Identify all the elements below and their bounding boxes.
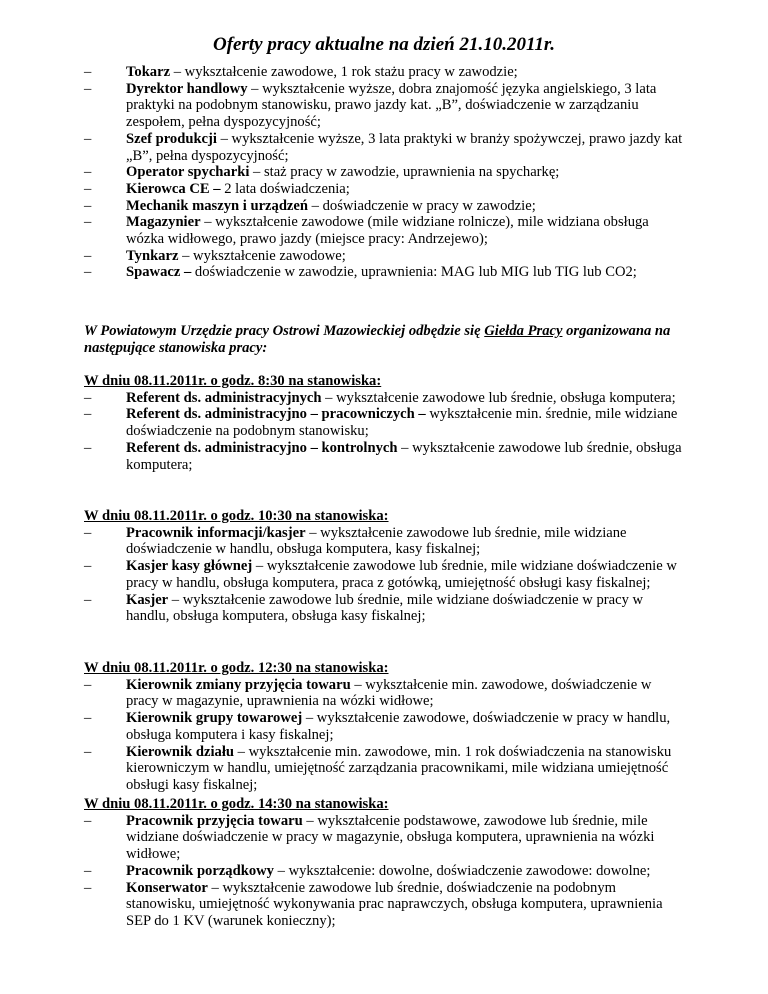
- position-description: wykształcenie min. średnie, mile widziane doświadczenie na podobnym stanowisku;: [126, 406, 678, 440]
- job-title: Tynkarz: [126, 247, 179, 264]
- position-description: – wykształcenie zawodowe, doświadczenie w pracy w handlu, obsługa komputera i kasy fiskalnej;: [126, 710, 671, 743]
- session-1030: [84, 508, 684, 625]
- session-positions-list: [84, 525, 684, 625]
- list-item: [84, 677, 684, 710]
- list-item: [84, 592, 684, 625]
- job-description: – doświadczenie w pracy w zawodzie;: [308, 197, 536, 214]
- job-title: Magazynier: [126, 214, 201, 231]
- list-item: [84, 264, 684, 281]
- job-description: doświadczenie w zawodzie, uprawnienia: MAG lub MIG lub TIG lub CO2;: [191, 264, 637, 281]
- list-item: [84, 710, 684, 743]
- session-heading: W dniu 08.11.2011r. o godz. 8:30 na stanowiska:: [84, 373, 382, 389]
- job-offers-list: [84, 64, 684, 281]
- job-title: Dyrektor handlowy: [126, 80, 248, 97]
- position-title: Kierownik działu: [126, 743, 234, 760]
- list-item: [84, 131, 684, 164]
- position-description: – wykształcenie podstawowe, zawodowe lub średnie, mile widziane doświadczenie w pracy w magazynie, obsługa komputera, uprawnienia na wózki widłowe;: [126, 812, 655, 863]
- position-description: – wykształcenie zawodowe lub średnie, doświadczenie na podobnym stanowisku, umiejętność wykonywania prac naprawczych, obsługa komputera, uprawnienia SEP do 1 KV (warunek konieczny);: [126, 879, 663, 929]
- list-item: [84, 406, 684, 439]
- intro-text-end: organizowana na następujące stanowiska pracy:: [84, 323, 671, 356]
- list-item: [84, 64, 684, 81]
- job-title: Spawacz –: [126, 264, 192, 281]
- list-item: [84, 813, 684, 863]
- intro-text: W Powiatowym Urzędzie pracy Ostrowi Mazowieckiej odbędzie się: [84, 323, 485, 339]
- job-title: Tokarz: [126, 64, 171, 80]
- list-item: [84, 181, 684, 198]
- job-description: – wykształcenie zawodowe (mile widziane rolnicze), mile widziana obsługa wózka widłowego, prawo jazdy (miejsce pracy: Andrzejewo);: [126, 214, 649, 248]
- job-description: – wykształcenie zawodowe;: [178, 247, 346, 264]
- position-description: – wykształcenie zawodowe lub średnie, mile widziane doświadczenie w handlu, obsługa komputera, kasy fiskalnej;: [126, 524, 627, 558]
- session-1230: [84, 660, 684, 794]
- position-title: Referent ds. administracyjnych: [126, 389, 322, 406]
- list-item: [84, 198, 684, 215]
- list-item: [84, 863, 684, 880]
- job-description: – wykształcenie wyższe, 3 lata praktyki w branży spożywczej, prawo jazdy kat „B”, pełna dyspozycyjność;: [126, 130, 683, 164]
- job-title: Operator spycharki: [126, 164, 250, 181]
- position-description: – wykształcenie zawodowe lub średnie, obsługa komputera;: [321, 389, 676, 406]
- position-title: Pracownik informacji/kasjer: [126, 524, 306, 541]
- position-title: Pracownik porządkowy: [126, 862, 274, 879]
- job-title: Kierowca CE –: [126, 180, 221, 197]
- position-title: Referent ds. administracyjno – pracowniczych –: [126, 406, 426, 423]
- position-description: – wykształcenie zawodowe lub średnie, mile widziane doświadczenie w pracy w handlu, obsługa komputera, obsługa kasy fiskalnej;: [126, 591, 644, 625]
- page-title: Oferty pracy aktualne na dzień 21.10.2011r.: [212, 34, 555, 55]
- session-0830: [84, 373, 684, 473]
- job-fair-intro: [84, 323, 704, 356]
- position-title: Kierownik zmiany przyjęcia towaru: [126, 676, 351, 693]
- list-item: [84, 440, 684, 473]
- job-fair-link[interactable]: Giełda Pracy: [484, 323, 563, 339]
- position-title: Konserwator: [126, 879, 208, 896]
- position-title: Kierownik grupy towarowej: [126, 710, 303, 727]
- session-positions-list: [84, 390, 684, 474]
- job-description: – wykształcenie zawodowe, 1 rok stażu pracy w zawodzie;: [170, 64, 518, 80]
- session-positions-list: [84, 813, 684, 930]
- session-1430: [84, 796, 684, 930]
- position-title: Pracownik przyjęcia towaru: [126, 812, 303, 829]
- position-description: – wykształcenie zawodowe lub średnie, obsługa komputera;: [126, 439, 682, 473]
- position-title: Referent ds. administracyjno – kontrolnych: [126, 439, 398, 456]
- list-item: [84, 525, 684, 558]
- job-description: – wykształcenie wyższe, dobra znajomość języka angielskiego, 3 lata praktyki na podobnym stanowisku, prawo jazdy kat. „B”, doświadczenie w zarządzaniu zespołem, pełna dyspozycyjność;: [126, 80, 657, 131]
- job-description: – staż pracy w zawodzie, uprawnienia na spycharkę;: [249, 164, 560, 181]
- list-item: [84, 248, 684, 265]
- job-title: Szef produkcji: [126, 130, 217, 147]
- position-description: – wykształcenie min. zawodowe, min. 1 rok doświadczenia na stanowisku kierowniczym w handlu, umiejętność zarządzania pracownikami, mile widziana umiejętność obsługi kasy fiskalnej;: [126, 743, 672, 793]
- session-heading: W dniu 08.11.2011r. o godz. 12:30 na stanowiska:: [84, 660, 389, 676]
- list-item: [84, 164, 684, 181]
- job-title: Mechanik maszyn i urządzeń: [126, 197, 309, 214]
- position-title: Kasjer: [126, 591, 169, 608]
- session-heading: W dniu 08.11.2011r. o godz. 14:30 na stanowiska:: [84, 796, 389, 812]
- list-item: [84, 558, 684, 591]
- position-description: – wykształcenie min. zawodowe, doświadczenie w pracy w magazynie, uprawnienia na wózki widłowe;: [126, 676, 652, 710]
- position-title: Kasjer kasy głównej: [126, 558, 253, 575]
- list-item: [84, 744, 684, 794]
- session-positions-list: [84, 677, 684, 794]
- job-description: 2 lata doświadczenia;: [220, 180, 350, 197]
- position-description: – wykształcenie: dowolne, doświadczenie zawodowe: dowolne;: [273, 862, 651, 879]
- list-item: [84, 81, 684, 131]
- list-item: [84, 214, 684, 247]
- list-item: [84, 390, 684, 407]
- position-description: – wykształcenie zawodowe lub średnie, mile widziane doświadczenie w pracy w handlu, obsługa komputera, praca z gotówką, umiejętność obsługi kasy fiskalnej;: [126, 558, 677, 591]
- session-heading: W dniu 08.11.2011r. o godz. 10:30 na stanowiska:: [84, 508, 389, 524]
- list-item: [84, 880, 684, 930]
